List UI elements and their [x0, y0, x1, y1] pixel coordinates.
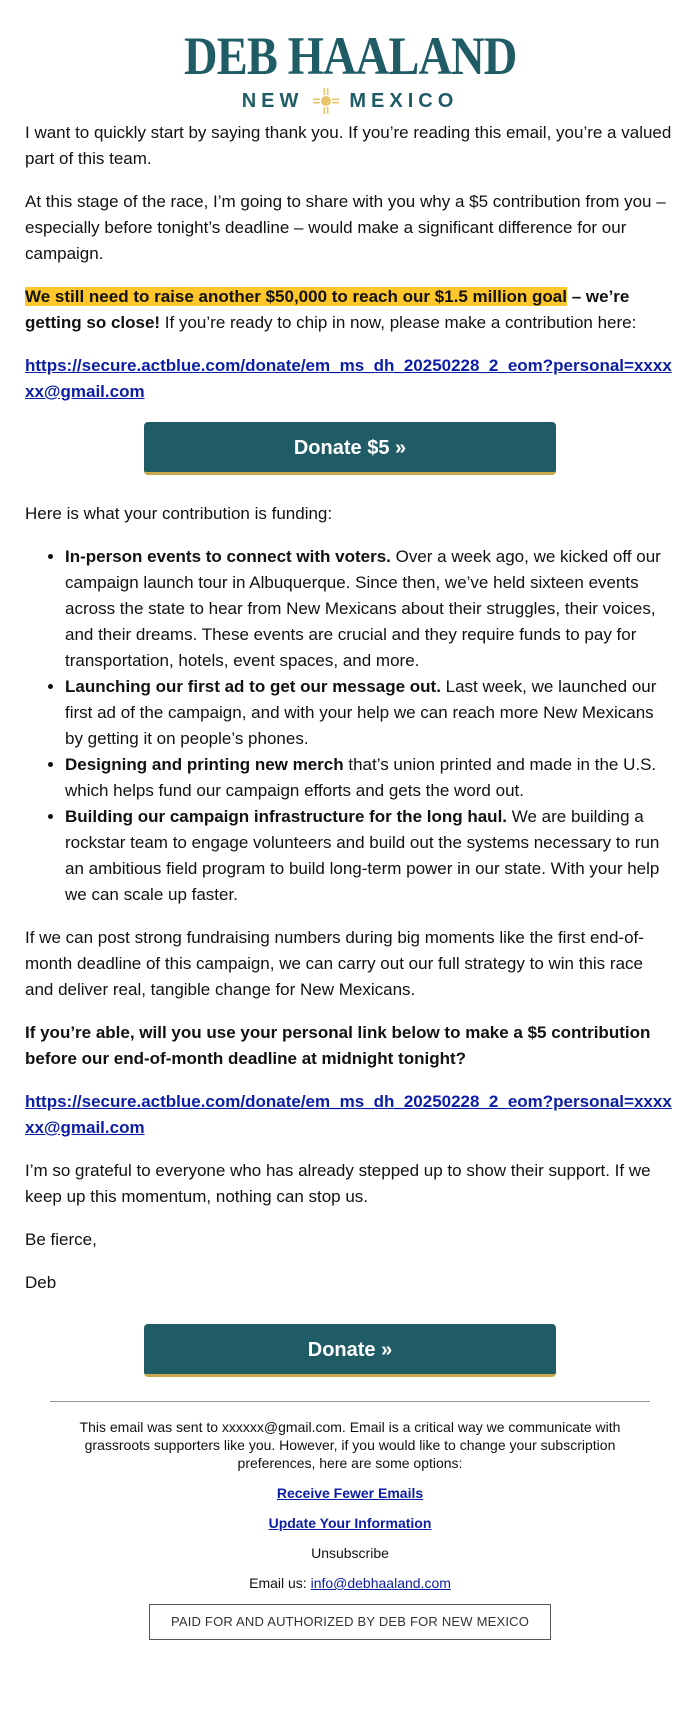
email-us-label: Email us: [249, 1575, 311, 1591]
donate-link-1[interactable]: https://secure.actblue.com/donate/em_ms_dh_20250228_2_eom?personal=xxxxxx@gmail.com [25, 356, 672, 401]
paragraph-contribution-why: At this stage of the race, I’m going to share with you why a $5 contribution from you – especially before tonight’s deadline – would make a significant difference for our campaign. [25, 192, 666, 263]
paragraph-goal [25, 284, 675, 336]
logo-name: DEB HAALAND [183, 26, 517, 86]
list-item [65, 752, 675, 804]
paragraph-ask: If you’re able, will you use your personal link below to make a $5 contribution before our end-of-month deadline at midnight tonight? [25, 1023, 651, 1068]
email-footer [0, 1402, 700, 1640]
receive-fewer-emails-link[interactable]: Receive Fewer Emails [276, 1485, 424, 1501]
funding-intro: Here is what your contribution is funding: [25, 504, 333, 523]
zia-sun-symbol-icon [311, 86, 341, 116]
list-item-text: Over a week ago, we kicked off our campaign launch tour in Albuquerque. Since then, we’ve held sixteen events across the state to hear from New Mexicans about their struggles, their voices, and their dreams. These events are crucial and they require funds to pay for transportation, hotels, event spaces, and more. [65, 547, 661, 670]
list-item-title: Launching our first ad to get our message out. [65, 677, 441, 696]
funding-list [65, 544, 675, 908]
donate-link-paragraph-2 [25, 1089, 675, 1141]
logo-subtitle [0, 86, 700, 116]
list-item-title: In-person events to connect with voters. [65, 547, 391, 566]
list-item-title: Building our campaign infrastructure for the long haul. [65, 807, 508, 826]
logo-right-text: MEXICO [349, 89, 459, 112]
donate-link-paragraph-1 [25, 353, 675, 405]
list-item [65, 674, 675, 752]
list-item [65, 804, 675, 908]
paragraph-thank-you: I want to quickly start by saying thank you. If you’re reading this email, you’re a valued part of this team. [25, 123, 672, 168]
donate-5-button[interactable]: Donate $5 » [144, 422, 556, 475]
list-item-text: We are building a rockstar team to engage volunteers and build out the systems necessary to run an ambitious field program to build long-term power in our state. With your help we can scale up faster. [65, 807, 660, 904]
update-information-link[interactable]: Update Your Information [268, 1515, 432, 1531]
list-item [65, 544, 675, 674]
unsubscribe-link[interactable]: Unsubscribe [311, 1545, 389, 1561]
footer-notice: This email was sent to xxxxxx@gmail.com. Email is a critical way we communicate with grassroots supporters like you. However, if you would like to change your subscription preferences, here are some options: [79, 1419, 621, 1471]
donate-button-wrap-2 [25, 1324, 675, 1377]
goal-cta-text: If you’re ready to chip in now, please make a contribution here: [160, 313, 637, 332]
paragraph-strategy: If we can post strong fundraising numbers during big moments like the first end-of-month deadline of this campaign, we can carry out our full strategy to win this race and deliver real, tangible change for New Mexicans. [25, 928, 644, 999]
donate-button-wrap-1 [25, 422, 675, 475]
email-us-line [70, 1574, 630, 1592]
paragraph-grateful: I’m so grateful to everyone who has already stepped up to show their support. If we keep up this momentum, nothing can stop us. [25, 1161, 651, 1206]
signature: Deb [25, 1273, 57, 1292]
logo-left-text: NEW [241, 89, 304, 112]
list-item-text: that’s union printed and made in the U.S. which helps fund our campaign efforts and gets the word out. [65, 755, 657, 800]
email-header [0, 0, 700, 120]
list-item-text: Last week, we launched our first ad of the campaign, and with your help we can reach more New Mexicans by getting it on people’s phones. [65, 677, 657, 748]
email-body [0, 120, 700, 1377]
list-item-title: Designing and printing new merch [65, 755, 344, 774]
donate-button[interactable]: Donate » [144, 1324, 556, 1377]
email-address-link[interactable]: info@debhaaland.com [310, 1575, 451, 1591]
paid-for-disclaimer: PAID FOR AND AUTHORIZED BY DEB FOR NEW MEXICO [149, 1604, 551, 1640]
signoff: Be fierce, [25, 1230, 97, 1249]
goal-close-text: – we’re getting so close! [25, 287, 630, 332]
donate-link-2[interactable]: https://secure.actblue.com/donate/em_ms_dh_20250228_2_eom?personal=xxxxxx@gmail.com [25, 1092, 672, 1137]
goal-highlight: We still need to raise another $50,000 to reach our $1.5 million goal [25, 287, 567, 306]
